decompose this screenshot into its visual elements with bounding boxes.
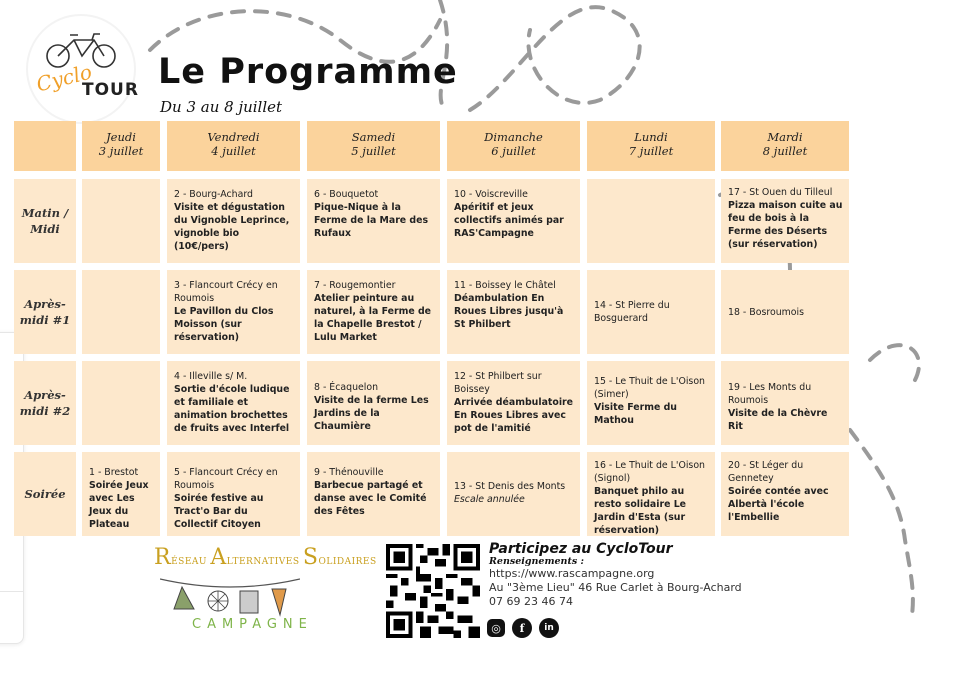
event-place: 18 - Bosroumois: [728, 306, 805, 318]
event-place: 8 - Écaquelon: [314, 382, 379, 393]
clothesline-illustration-icon: [160, 573, 300, 617]
event-place: 10 - Voiscreville: [454, 189, 528, 200]
day-header-sat: [307, 121, 440, 171]
corner-cell: [14, 121, 76, 171]
event-description: Soirée festive au Tract'o Bar du Collectif Citoyen: [174, 493, 264, 530]
event-cell-mon-morning: [587, 179, 715, 263]
row-label-line: Matin /: [21, 206, 69, 220]
event-cell-thu-evening: [82, 452, 160, 536]
footer-heading: Participez au CycloTour: [489, 541, 673, 557]
day-header-tue: [721, 121, 849, 171]
event-place: 3 - Flancourt Crécy en Roumois: [174, 280, 278, 304]
linkedin-icon[interactable]: in: [539, 618, 559, 638]
event-description: Le Pavillon du Clos Moisson (sur réservation): [174, 306, 274, 343]
event-cell-mon-evening: [587, 452, 715, 536]
event-place: 6 - Bouquetot: [314, 189, 379, 200]
row-label-line: midi #1: [19, 313, 71, 327]
event-cell-tue-afternoon2: [721, 361, 849, 445]
event-description: Visite de la Chèvre Rit: [728, 408, 828, 432]
row-label-line: Après-: [24, 297, 66, 311]
event-description: Soirée contée avec Albertà l'école l'Embellie: [728, 486, 829, 523]
cyclotour-logo: [28, 16, 139, 122]
event-cell-thu-afternoon2: [82, 361, 160, 445]
event-cell-sat-morning: [307, 179, 440, 263]
ras-logo-campagne: CAMPAGNE: [192, 617, 313, 632]
event-cell-mon-afternoon1: [587, 270, 715, 354]
logo-cyclo-text: Cyclo: [33, 59, 95, 97]
event-description: Visite de la ferme Les Jardins de la Chaumière: [314, 395, 429, 432]
event-description: Pique-Nique à la Ferme de la Mare des Rufaux: [314, 202, 429, 239]
event-place: 2 - Bourg-Achard: [174, 189, 253, 200]
row-label-afternoon-2: [14, 361, 76, 445]
day-date: 6 juillet: [491, 144, 536, 158]
event-cell-tue-evening: [721, 452, 849, 536]
ras-logo-acronym: RÉSEAU ALTERNATIVES SOLIDAIRES: [154, 545, 377, 570]
logo-tour-text: TOUR: [82, 80, 139, 100]
day-date: 7 juillet: [628, 144, 674, 158]
row-label-line: Midi: [30, 222, 60, 236]
event-place: 9 - Thénouville: [314, 467, 384, 478]
event-cell-sun-afternoon1: [447, 270, 580, 354]
event-description: Pizza maison cuite au feu de bois à la Ferme des Déserts (sur réservation): [728, 200, 843, 250]
event-description: Sortie d'école ludique et familiale et animation brochettes de fruits avec Interfel: [174, 384, 290, 434]
event-description: Visite Ferme du Mathou: [594, 402, 677, 426]
website-link[interactable]: https://www.rascampagne.org: [489, 567, 655, 580]
instagram-icon[interactable]: ◎: [487, 619, 505, 637]
day-name: Jeudi: [106, 130, 136, 144]
contact-info: [489, 541, 742, 609]
event-cell-sun-afternoon2: [447, 361, 580, 445]
event-description: Escale annulée: [454, 494, 525, 505]
event-place: 17 - St Ouen du Tilleul: [728, 187, 833, 198]
event-place: 16 - Le Thuit de L'Oison (Signol): [594, 460, 705, 484]
event-description: Banquet philo au resto solidaire Le Jardin d'Esta (sur réservation): [594, 486, 687, 536]
day-header-thu: [82, 121, 160, 171]
event-cell-fri-afternoon2: [167, 361, 300, 445]
event-place: 19 - Les Monts du Roumois: [728, 382, 812, 406]
event-cell-thu-afternoon1: [82, 270, 160, 354]
day-date: 8 juillet: [762, 144, 808, 158]
event-description: Barbecue partagé et danse avec le Comité des Fêtes: [314, 480, 427, 517]
event-cell-sun-evening: [447, 452, 580, 536]
social-icons: [487, 618, 559, 638]
day-name: Samedi: [351, 130, 396, 144]
footer-subheading: Renseignements :: [489, 556, 584, 567]
event-cell-sat-afternoon1: [307, 270, 440, 354]
event-cell-sat-afternoon2: [307, 361, 440, 445]
day-name: Dimanche: [484, 130, 543, 144]
event-cell-fri-morning: [167, 179, 300, 263]
row-label-evening: [14, 452, 76, 536]
day-header-mon: [587, 121, 715, 171]
day-name: Lundi: [634, 130, 668, 144]
day-date: 4 juillet: [211, 144, 256, 158]
facebook-icon[interactable]: f: [512, 618, 532, 638]
event-place: 13 - St Denis des Monts: [454, 481, 566, 492]
event-description: Atelier peinture au naturel, à la Ferme de la Chapelle Brestot / Lulu Market: [314, 293, 432, 343]
event-description: Arrivée déambulatoire En Roues Libres avec pot de l'amitié: [454, 397, 574, 434]
event-place: 14 - St Pierre du Bosguerard: [594, 300, 670, 324]
address-text: Au "3ème Lieu" 46 Rue Carlet à Bourg-Achard: [489, 581, 742, 594]
row-label-line: Après-: [24, 388, 66, 402]
event-place: 4 - Illeville s/ M.: [174, 371, 248, 382]
event-cell-thu-morning: [82, 179, 160, 263]
event-cell-tue-afternoon1: [721, 270, 849, 354]
event-place: 20 - St Léger du Gennetey: [728, 460, 804, 484]
event-cell-fri-evening: [167, 452, 300, 536]
event-place: 5 - Flancourt Crécy en Roumois: [174, 467, 278, 491]
row-label-line: midi #2: [19, 404, 71, 418]
day-date: 5 juillet: [351, 144, 396, 158]
phone-text: 07 69 23 46 74: [489, 595, 573, 608]
row-label-afternoon-1: [14, 270, 76, 354]
event-place: 15 - Le Thuit de L'Oison (Simer): [594, 376, 705, 400]
row-label-line: Soirée: [24, 487, 66, 501]
event-cell-fri-afternoon1: [167, 270, 300, 354]
day-date: 3 juillet: [98, 144, 144, 158]
event-description: Soirée Jeux avec Les Jeux du Plateau: [89, 480, 149, 530]
event-cell-tue-morning: [721, 179, 849, 263]
event-description: Déambulation En Roues Libres jusqu'à St Philbert: [454, 293, 564, 330]
page-title: Le Programme: [158, 52, 458, 92]
event-place: 7 - Rougemontier: [314, 280, 396, 291]
qr-code[interactable]: [386, 544, 480, 638]
event-description: Visite et dégustation du Vignoble Leprince, vignoble bio (10€/pers): [174, 202, 290, 252]
event-cell-sat-evening: [307, 452, 440, 536]
event-place: 12 - St Philbert sur Boissey: [454, 371, 542, 395]
row-label-morning: [14, 179, 76, 263]
day-header-fri: [167, 121, 300, 171]
day-header-sun: [447, 121, 580, 171]
event-description: Apéritif et jeux collectifs animés par RAS'Campagne: [454, 202, 564, 239]
day-name: Vendredi: [207, 130, 260, 144]
day-name: Mardi: [767, 130, 803, 144]
event-cell-sun-morning: [447, 179, 580, 263]
event-place: 1 - Brestot: [89, 467, 139, 478]
event-cell-mon-afternoon2: [587, 361, 715, 445]
page-subtitle: Du 3 au 8 juillet: [160, 98, 283, 116]
event-place: 11 - Boissey le Châtel: [454, 280, 556, 291]
ras-campagne-logo: [150, 545, 377, 637]
